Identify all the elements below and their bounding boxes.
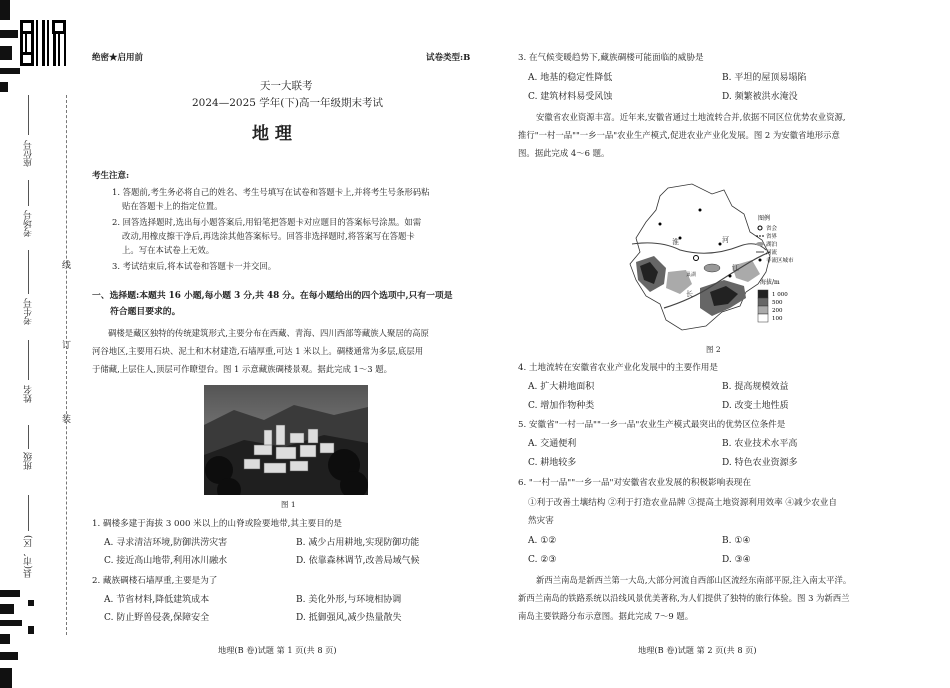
exam-title: 2024—2025 学年(下)高一年级期末考试 (192, 97, 383, 109)
exam-org: 天一大联考 (260, 80, 313, 92)
section-heading-cont: 符合题目要求的。 (110, 307, 181, 317)
figure-2-anhui-map (620, 180, 810, 338)
map-label-huai: 淮 (672, 238, 679, 246)
q3-option-c[interactable]: C. 建筑材料易受风蚀 (528, 92, 613, 102)
svg-text:省会: 省会 (766, 226, 778, 232)
svg-text:100: 100 (772, 316, 783, 322)
q4-option-d[interactable]: D. 改变土地性质 (722, 401, 789, 411)
binding-char-order: 订 (62, 341, 72, 351)
svg-text:200: 200 (772, 308, 783, 314)
q4-option-a[interactable]: A. 扩大耕地面积 (528, 382, 595, 392)
binding-line (66, 95, 67, 635)
q2-option-b[interactable]: B. 美化外形,与环境相协调 (296, 595, 402, 605)
q1-option-c[interactable]: C. 接近高山地带,利用冰川融水 (104, 556, 228, 566)
capital-marker (694, 256, 699, 261)
svg-text:非流区城市: 非流区城市 (766, 258, 794, 264)
q6-option-a[interactable]: A. ①② (528, 536, 557, 546)
q4-option-b[interactable]: B. 提高规模效益 (722, 382, 789, 392)
map-label-chang: 长 (686, 290, 693, 298)
q4-option-c[interactable]: C. 增加作物种类 (528, 401, 595, 411)
map-label-lake: 巢湖 (686, 272, 697, 278)
q2-option-d[interactable]: D. 抵御强风,减少热量散失 (296, 613, 402, 623)
footer-right: 地理(B 卷)试题 第 2 页(共 8 页) (638, 645, 757, 655)
q2-option-c[interactable]: C. 防止野兽侵袭,保障安全 (104, 613, 210, 623)
q2-option-a[interactable]: A. 节省材料,降低建筑成本 (104, 595, 210, 605)
svg-text:河流: 河流 (766, 250, 778, 256)
chaohu-lake (704, 264, 720, 272)
q5-option-d[interactable]: D. 特色农业资源多 (722, 458, 798, 468)
subject-title: 地 理 (252, 124, 292, 144)
figure-1-diaolou-photo (204, 385, 368, 495)
q1-option-a[interactable]: A. 寻求清洁环境,防御洪涝灾害 (104, 538, 228, 548)
q5-option-b[interactable]: B. 农业技术水平高 (722, 439, 798, 449)
q3-option-a[interactable]: A. 地基的稳定性降低 (528, 73, 613, 83)
svg-text:500: 500 (772, 300, 783, 306)
footer-left: 地理(B 卷)试题 第 1 页(共 8 页) (218, 645, 337, 655)
q3-option-b[interactable]: B. 平坦的屋顶易塌陷 (722, 73, 807, 83)
q5-option-a[interactable]: A. 交通便利 (528, 439, 577, 449)
section-heading: 一、选择题:本题共 16 小题,每小题 3 分,共 48 分。在每小题给出的四个选项中,只有一项是 (92, 291, 453, 301)
svg-text:湖泊: 湖泊 (766, 242, 778, 248)
q6-option-b[interactable]: B. ①④ (722, 536, 751, 546)
elevation-legend (758, 278, 788, 322)
qr-code (20, 20, 66, 66)
q3-option-d[interactable]: D. 频繁被洪水淹没 (722, 92, 798, 102)
binding-char-pack: 装 (62, 415, 72, 425)
binding-char-line: 线 (62, 261, 72, 271)
svg-text:省界: 省界 (766, 234, 778, 240)
paper-type: 试卷类型:B (426, 53, 471, 63)
q1-option-d[interactable]: D. 依靠森林调节,改善局域气候 (296, 556, 420, 566)
map-label-he: 河 (722, 236, 729, 244)
q1-option-b[interactable]: B. 减少占用耕地,实现防御功能 (296, 538, 420, 548)
figure-1-caption: 图 1 (281, 500, 296, 509)
svg-text:海拔/m: 海拔/m (760, 279, 780, 286)
notice-title: 考生注意: (92, 171, 130, 181)
svg-text:图例: 图例 (758, 215, 771, 222)
figure-2-caption: 图 2 (706, 345, 721, 354)
q6-option-d[interactable]: D. ③④ (722, 555, 751, 565)
svg-text:1 000: 1 000 (772, 292, 788, 298)
map-label-jiang: 江 (732, 264, 739, 272)
q6-option-c[interactable]: C. ②③ (528, 555, 557, 565)
q5-option-c[interactable]: C. 耕地较多 (528, 458, 577, 468)
secret-label: 绝密★启用前 (92, 53, 144, 63)
